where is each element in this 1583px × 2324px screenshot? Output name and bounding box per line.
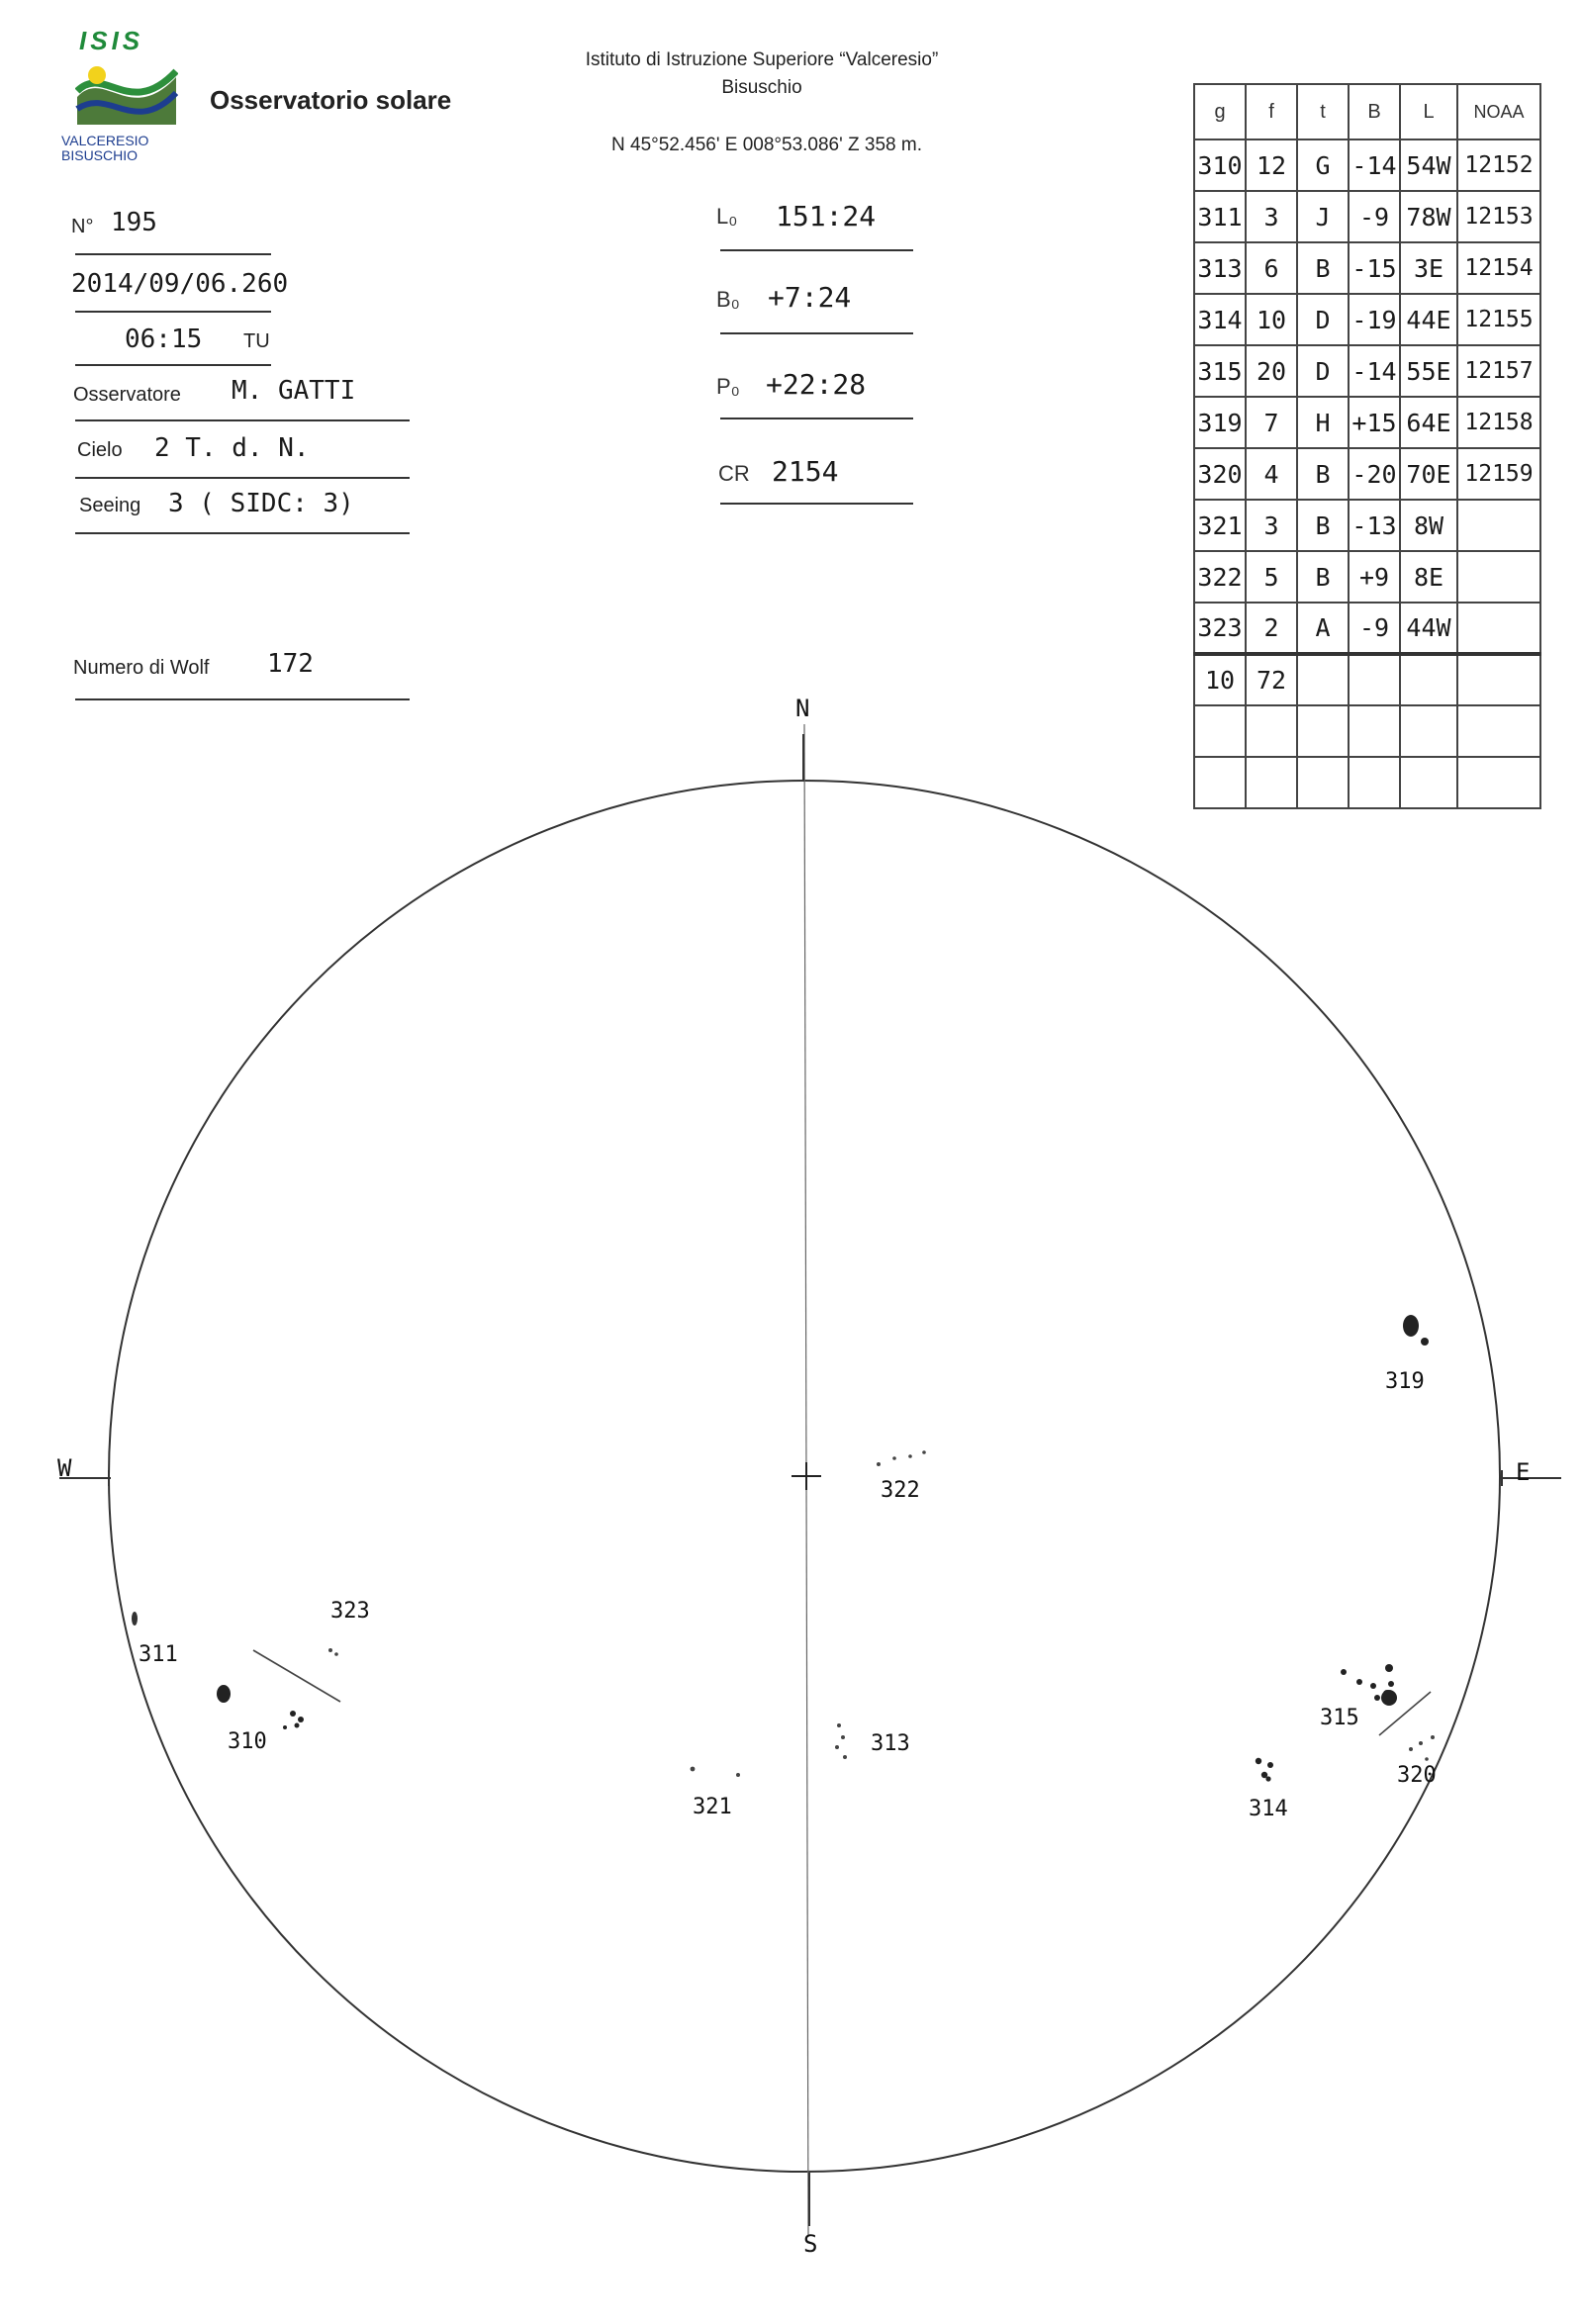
seeing-label: Seeing <box>79 495 141 516</box>
cell-longitude: 70E <box>1400 448 1457 500</box>
cell-latitude: -20 <box>1349 448 1400 500</box>
header-b: B <box>1349 84 1400 139</box>
cell-noaa: 12152 <box>1457 139 1540 191</box>
group-label-320: 320 <box>1397 1763 1437 1788</box>
cr-value: 2154 <box>772 455 839 488</box>
cell-longitude: 64E <box>1400 397 1457 448</box>
logo-subtitle-line1: VALCERESIO <box>61 133 149 148</box>
wolf-label: Numero di Wolf <box>73 657 210 679</box>
group-323-spots <box>328 1648 338 1656</box>
cell-group: 311 <box>1194 191 1246 242</box>
group-label-322: 322 <box>881 1478 920 1503</box>
group-label-314: 314 <box>1249 1797 1288 1821</box>
group-323-axis-line <box>253 1650 340 1702</box>
cell-group: 323 <box>1194 603 1246 654</box>
cell-spots: 20 <box>1246 345 1297 397</box>
group-label-310: 310 <box>228 1729 267 1754</box>
cell-type: H <box>1297 397 1349 448</box>
south-label: S <box>803 2230 818 2258</box>
cell-latitude: -14 <box>1349 345 1400 397</box>
cell-group: 313 <box>1194 242 1246 294</box>
sky-label: Cielo <box>77 439 123 461</box>
group-label-311: 311 <box>139 1642 178 1667</box>
cell-noaa: 12157 <box>1457 345 1540 397</box>
header-t: t <box>1297 84 1349 139</box>
sky-value: 2 T. d. N. <box>154 433 310 463</box>
cell-group: 10 <box>1194 654 1246 705</box>
cell-latitude: +9 <box>1349 551 1400 603</box>
observer-label: Osservatore <box>73 384 181 406</box>
cell-noaa: 12154 <box>1457 242 1540 294</box>
cell-group: 310 <box>1194 139 1246 191</box>
header-noaa: NOAA <box>1457 84 1540 139</box>
cell-latitude: -19 <box>1349 294 1400 345</box>
cell-type: D <box>1297 345 1349 397</box>
observation-time: 06:15 <box>125 325 203 354</box>
group-322-spots <box>877 1450 926 1466</box>
l0-value: 151:24 <box>776 200 877 232</box>
cell-group: 314 <box>1194 294 1246 345</box>
north-label: N <box>795 695 810 722</box>
cell-group: 319 <box>1194 397 1246 448</box>
group-label-319: 319 <box>1385 1369 1425 1394</box>
cell-type: G <box>1297 139 1349 191</box>
institute-town: Bisuschio <box>721 77 802 98</box>
cell-spots: 4 <box>1246 448 1297 500</box>
cell-type: B <box>1297 551 1349 603</box>
cell-group: 322 <box>1194 551 1246 603</box>
cell-spots: 7 <box>1246 397 1297 448</box>
cell-noaa: 12153 <box>1457 191 1540 242</box>
group-label-315: 315 <box>1320 1706 1359 1730</box>
group-320-spots <box>1409 1735 1435 1761</box>
cell-longitude: 3E <box>1400 242 1457 294</box>
logo-subtitle-line2: BISUSCHIO <box>61 147 139 163</box>
p0-value: +22:28 <box>766 368 867 401</box>
number-label: N° <box>71 216 94 237</box>
cell-spots: 10 <box>1246 294 1297 345</box>
cell-latitude: -9 <box>1349 191 1400 242</box>
cell-spots: 5 <box>1246 551 1297 603</box>
cell-longitude: 44E <box>1400 294 1457 345</box>
cell-latitude: -9 <box>1349 603 1400 654</box>
cell-group: 321 <box>1194 500 1246 551</box>
cell-spots: 72 <box>1246 654 1297 705</box>
observation-number: 195 <box>111 208 157 237</box>
cell-longitude: 55E <box>1400 345 1457 397</box>
logo-brand: ISIS <box>79 26 144 55</box>
group-label-313: 313 <box>871 1731 910 1756</box>
west-label: W <box>57 1454 72 1482</box>
group-321-spots <box>691 1767 740 1777</box>
header-l: L <box>1400 84 1457 139</box>
cr-label: CR <box>718 461 750 486</box>
cell-type: A <box>1297 603 1349 654</box>
cell-longitude: 8W <box>1400 500 1457 551</box>
b0-value: +7:24 <box>768 281 852 314</box>
east-label: E <box>1516 1458 1531 1486</box>
cell-noaa: 12158 <box>1457 397 1540 448</box>
cell-spots: 3 <box>1246 191 1297 242</box>
cell-group: 320 <box>1194 448 1246 500</box>
observatory-title: Osservatorio solare <box>210 85 452 115</box>
cell-noaa: 12159 <box>1457 448 1540 500</box>
wolf-number: 172 <box>267 649 314 679</box>
cell-type: B <box>1297 500 1349 551</box>
time-unit: TU <box>243 330 270 352</box>
observation-date: 2014/09/06.260 <box>71 269 289 299</box>
cell-longitude: 54W <box>1400 139 1457 191</box>
cell-longitude: 8E <box>1400 551 1457 603</box>
l0-label: L₀ <box>716 204 738 229</box>
seeing-value: 3 ( SIDC: 3) <box>168 489 354 518</box>
cell-type: D <box>1297 294 1349 345</box>
cell-spots: 3 <box>1246 500 1297 551</box>
cell-latitude: +15 <box>1349 397 1400 448</box>
cell-spots: 12 <box>1246 139 1297 191</box>
header-f: f <box>1246 84 1297 139</box>
observer-name: M. GATTI <box>232 376 356 406</box>
group-311-spots <box>132 1612 138 1626</box>
cell-type: B <box>1297 448 1349 500</box>
cell-type: J <box>1297 191 1349 242</box>
cell-group: 315 <box>1194 345 1246 397</box>
cell-spots: 6 <box>1246 242 1297 294</box>
cell-latitude: -15 <box>1349 242 1400 294</box>
cell-latitude: -13 <box>1349 500 1400 551</box>
group-319-spots <box>1403 1315 1429 1346</box>
group-314-spots <box>1256 1758 1273 1782</box>
institute-name: Istituto di Istruzione Superiore “Valceresio” <box>585 49 939 70</box>
group-310-spots <box>217 1685 304 1729</box>
cell-type: B <box>1297 242 1349 294</box>
p0-label: P₀ <box>716 374 740 399</box>
group-label-321: 321 <box>693 1795 732 1819</box>
cell-longitude: 78W <box>1400 191 1457 242</box>
cell-latitude: -14 <box>1349 139 1400 191</box>
group-label-323: 323 <box>330 1599 370 1624</box>
cell-noaa: 12155 <box>1457 294 1540 345</box>
cell-spots: 2 <box>1246 603 1297 654</box>
group-315-spots <box>1341 1664 1397 1706</box>
cell-longitude: 44W <box>1400 603 1457 654</box>
b0-label: B₀ <box>716 287 740 312</box>
group-313-spots <box>835 1723 847 1759</box>
header-g: g <box>1194 84 1246 139</box>
observatory-coordinates: N 45°52.456' E 008°53.086' Z 358 m. <box>611 135 922 155</box>
